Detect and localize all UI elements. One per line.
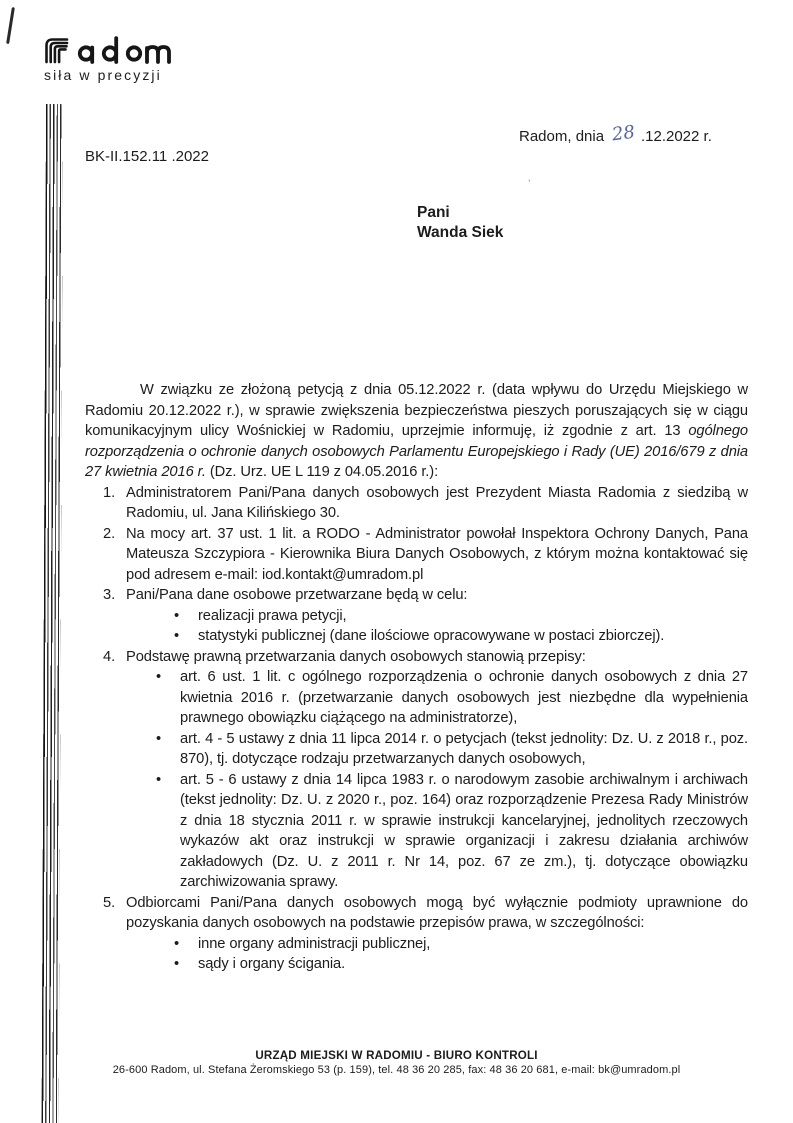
list-item [85, 524, 748, 586]
date-city-prefix: Radom, dnia [519, 128, 605, 145]
bullet-text: art. 6 ust. 1 lit. c ogólnego rozporządzenia o ochronie danych osobowych z dnia 27 kwietnia 2016 r. (przetwarzanie danych osobowych jest niezbędne dla wypełnienia prawnego obowiązku ciążącego na administratorze), [180, 669, 748, 726]
bullet-marker: • [156, 669, 162, 685]
list-item-number: 4. [103, 648, 116, 665]
bullet-text: sądy i organy ścigania. [198, 956, 346, 972]
bullet-item [126, 954, 748, 975]
intro-paragraph [85, 380, 748, 483]
bullet-marker: • [174, 607, 180, 624]
letterhead-footer [0, 1049, 793, 1076]
bullet-text: art. 5 - 6 ustawy z dnia 14 lipca 1983 r. o narodowym zasobie archiwalnym i archiwach (tekst jednolity: Dz. U. z 2020 r., poz. 164) oraz rozporządzenie Prezesa Rady Ministrów z dnia 18 stycznia 2011 r. w sprawie instrukcji kancelaryjnej, jednolitych rzeczowych wykazów akt oraz instrukcji w sprawie organizacji i zakresu działania archiwów zakładowych (Dz. U. z 2011 r. Nr 14, poz. 67 ze zm.), tj. dotyczące obowiązku zarchiwizowania sprawy. [180, 771, 748, 890]
bullet-text: statystyki publicznej (dane ilościowe opracowywane w postaci zbiorczej). [198, 628, 665, 644]
letter-body [85, 380, 748, 975]
list-item-text: Podstawę prawną przetwarzania danych osobowych stanowią przepisy: [126, 648, 586, 665]
bullet-item [126, 934, 748, 955]
bullet-marker: • [174, 935, 180, 952]
list-item [85, 647, 748, 893]
list-item-text: Administratorem Pani/Pana danych osobowych jest Prezydent Miasta Radomia z siedzibą w Radomiu, ul. Jana Kilińskiego 30. [126, 484, 748, 521]
list-item [85, 483, 748, 524]
footer-office-name: URZĄD MIEJSKI W RADOMIU - BIURO KONTROLI [255, 1049, 538, 1062]
footer-address-line: 26-600 Radom, ul. Stefana Żeromskiego 53 (p. 159), tel. 48 36 20 285, fax: 48 36 20 681, e-mail: bk@umradom.pl [112, 1064, 681, 1076]
list-item [85, 893, 748, 975]
bullet-item [126, 606, 748, 627]
radom-wordmark-icon [44, 36, 178, 64]
addressee-block [417, 203, 503, 242]
bullet-item [126, 729, 748, 770]
list-item-number: 1. [103, 484, 116, 501]
list-item-text: Na mocy art. 37 ust. 1 lit. a RODO - Administrator powołał Inspektora Ochrony Danych, Pana Mateusza Szczypiora - Kierownika Biura Danych Osobowych, z którym można kontaktować się pod adresem e-mail: iod.kontakt@umradom.pl [126, 525, 748, 583]
list-item-number: 2. [103, 525, 116, 542]
list-item-text: Odbiorcami Pani/Pana danych osobowych mogą być wyłącznie podmioty uprawnione do pozyskania danych osobowych na podstawie przepisów prawa, w szczególności: [126, 894, 748, 931]
list-item-number: 5. [103, 894, 116, 911]
addressee-title: Pani [417, 204, 450, 221]
reference-number: BK-II.152.11 .2022 [85, 148, 209, 165]
addressee-name: Wanda Siek [417, 223, 504, 241]
list-item-text: Pani/Pana dane osobowe przetwarzane będą w celu: [126, 587, 468, 603]
intro-text-pre: W związku ze złożoną petycją z dnia 05.12.2022 r. (data wpływu do Urzędu Miejskiego w Radomiu 20.12.2022 r.), w sprawie zwiększenia bezpieczeństwa pieszych poruszających się w ciągu komunikacyjnym ulicy Wośnickiej w Radomiu, uprzejmie informuję, iż zgodnie z art. 13 [85, 382, 748, 439]
bullet-marker: • [174, 628, 180, 644]
intro-text-italic: ogólnego rozporządzenia o ochronie danych osobowych Parlamentu Europejskiego i Rady (UE) 2016/679 z dnia 27 kwietnia 2016 r. [85, 423, 748, 480]
pen-stroke-mark [6, 7, 14, 44]
bullet-item [126, 626, 748, 647]
intro-text-post: (Dz. Urz. UE L 119 z 04.05.2016 r.): [205, 464, 439, 480]
bullet-text: art. 4 - 5 ustawy z dnia 11 lipca 2014 r. o petycjach (tekst jednolity: Dz. U. z 2018 r., poz. 870), tj. dotyczące rodzaju przetwarzanych danych osobowych, [180, 730, 748, 767]
binding-lines-artifact [42, 104, 63, 1123]
bullet-item [126, 770, 748, 893]
date-line [519, 121, 712, 146]
date-suffix: .12.2022 r. [640, 128, 712, 145]
bullet-marker: • [156, 771, 162, 788]
scan-speck: ’ [528, 178, 531, 190]
radom-city-logo [44, 36, 178, 83]
bullet-marker: • [174, 956, 180, 972]
bullet-item [126, 667, 748, 729]
handwritten-day: 28 [610, 121, 637, 146]
bullet-text: inne organy administracji publicznej, [198, 935, 431, 952]
logo-tagline: siła w precyzji [44, 67, 162, 83]
bullet-text: realizacji prawa petycji, [198, 607, 347, 624]
list-item-number: 3. [103, 587, 116, 603]
bullet-marker: • [156, 730, 162, 747]
list-item [85, 585, 748, 647]
